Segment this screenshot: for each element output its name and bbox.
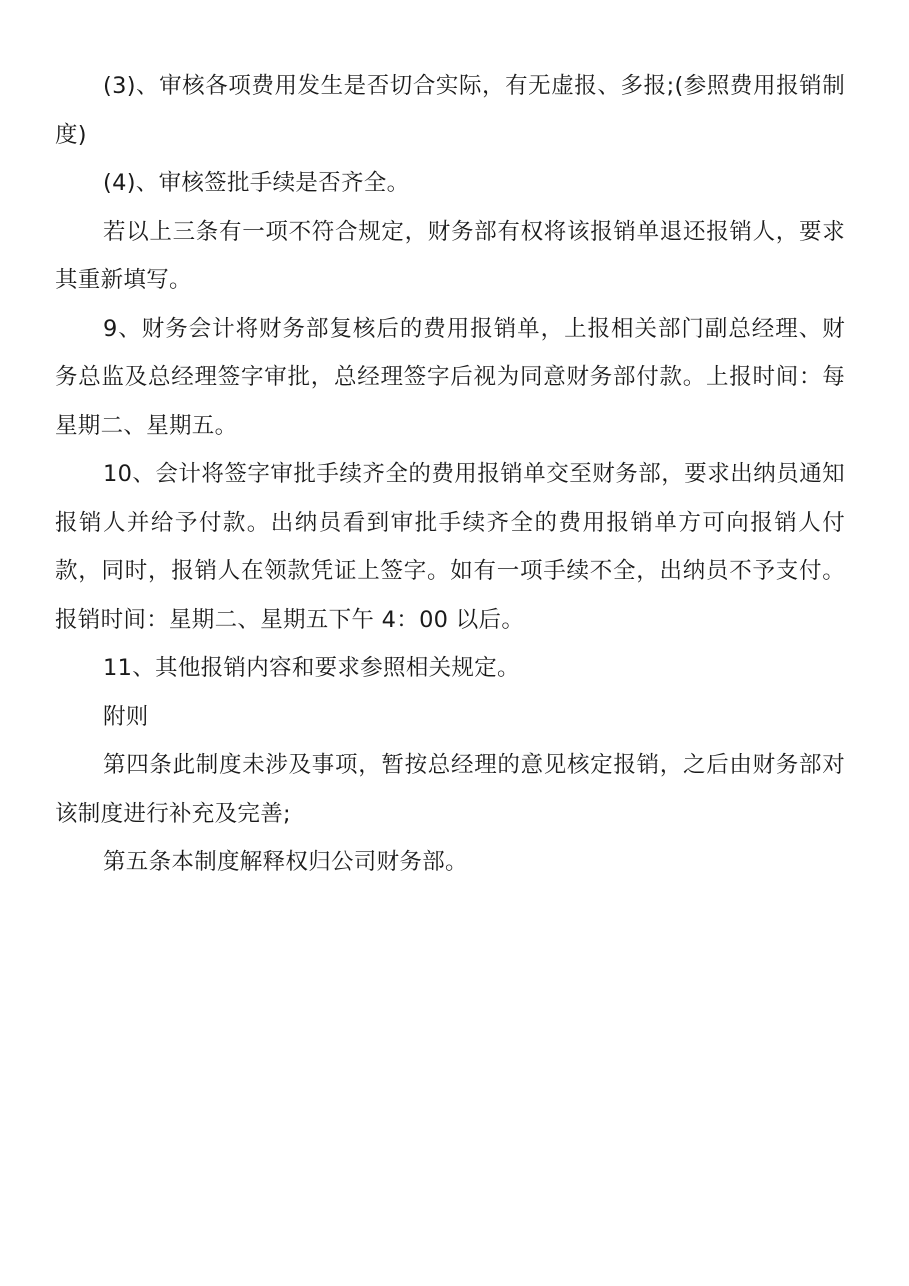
appendix-heading: 附则 — [103, 703, 149, 730]
paragraph-item-9: 9、财务会计将财务部复核后的费用报销单，上报相关部门副总经理、财务总监及总经理签字审批，总经理签字后视为同意财务部付款。上报时间：每星期二、星期五。 — [55, 315, 845, 439]
paragraph-item-4: (4)、审核签批手续是否齐全。 — [103, 170, 410, 196]
paragraph-article-4: 第四条此制度未涉及事项，暂按总经理的意见核定报销，之后由财务部对该制度进行补充及完善; — [55, 752, 845, 827]
paragraph-item-10: 10、会计将签字审批手续齐全的费用报销单交至财务部，要求出纳员通知报销人并给予付款。出纳员看到审批手续齐全的费用报销单方可向报销人付款，同时，报销人在领款凭证上签字。如有一项手续不全，出纳员不予支付。报销时间：星期二、星期五下午 4：00 以后。 — [55, 461, 845, 633]
paragraph-non-compliance: 若以上三条有一项不符合规定，财务部有权将该报销单退还报销人，要求其重新填写。 — [55, 218, 845, 293]
document-page — [55, 62, 845, 887]
paragraph-item-11: 11、其他报销内容和要求参照相关规定。 — [103, 655, 520, 681]
paragraph-item-3: (3)、审核各项费用发生是否切合实际，有无虚报、多报;(参照费用报销制度) — [55, 73, 845, 148]
paragraph-article-5: 第五条本制度解释权归公司财务部。 — [103, 849, 468, 875]
